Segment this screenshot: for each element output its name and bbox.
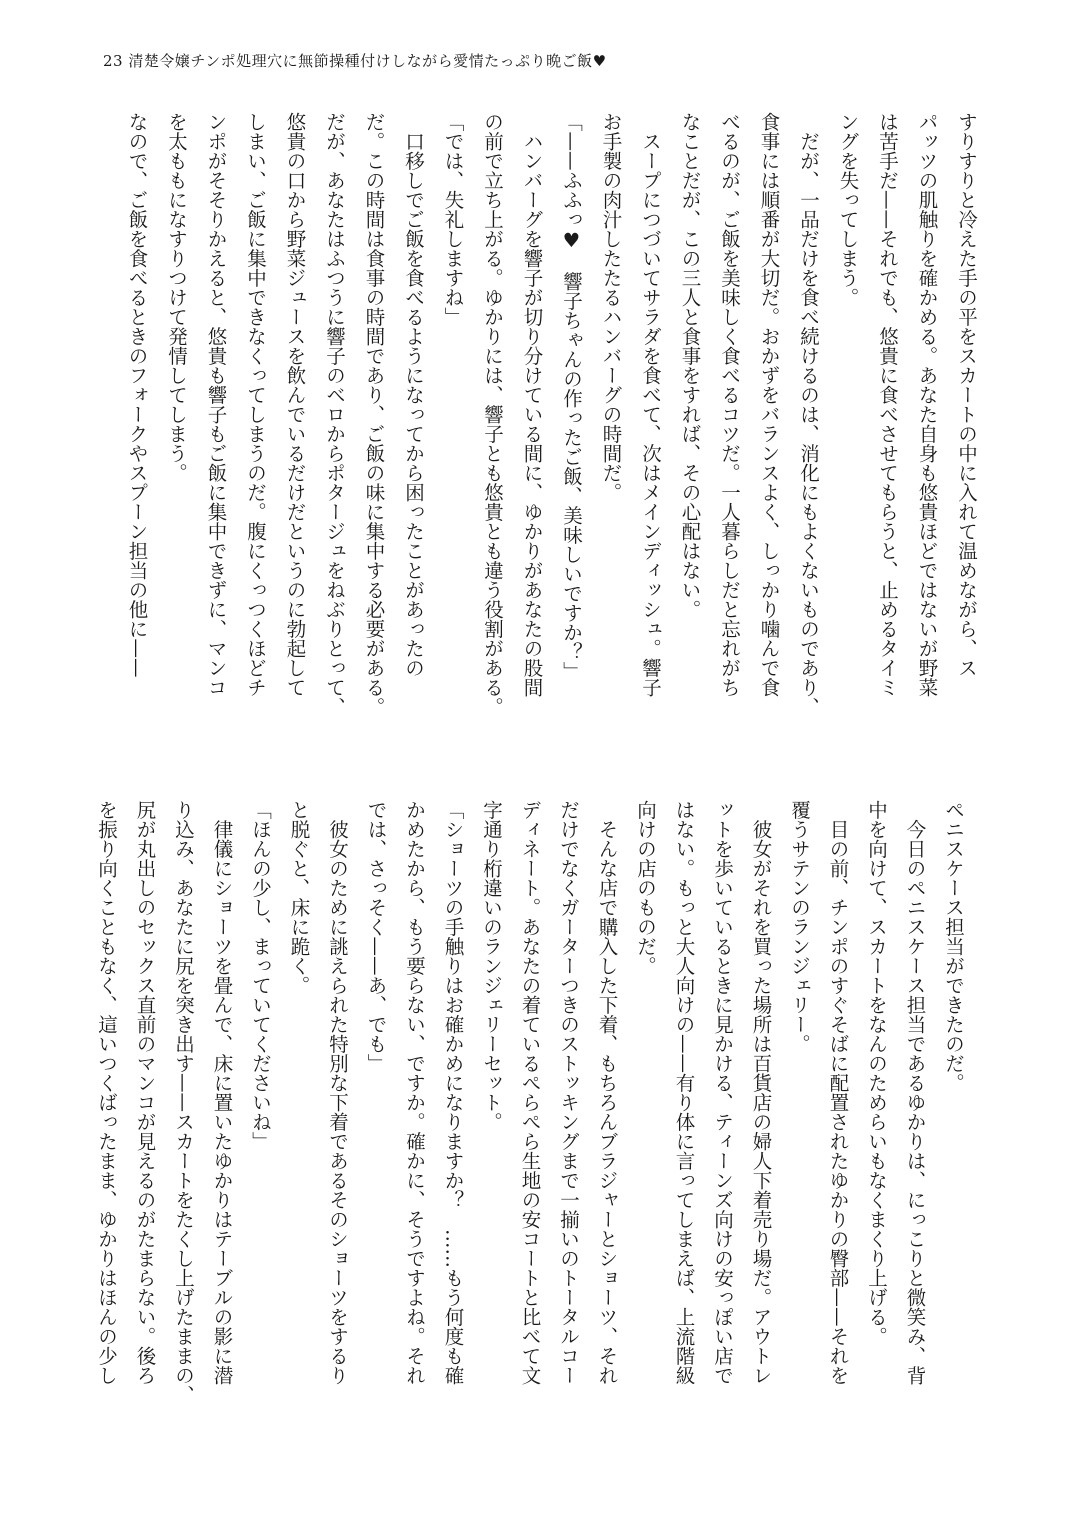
text-line: しまい、ご飯に集中できなくってしまうのだ。腹にくっつくほどチ (244, 112, 267, 697)
text-line: そんな店で購入した下着、もちろんブラジャーとショーツ、それ (595, 800, 619, 1385)
text-line: を太ももになすりつけて発情してしまう。 (165, 112, 188, 483)
text-line: だ。この時間は食事の時間であり、ご飯の味に集中する必要がある。 (362, 112, 386, 717)
text-line: 尻が丸出しのセックス直前のマンコが見えるのがたまらない。後ろ (133, 800, 157, 1385)
text-line: 「では、失礼しますね」 (441, 112, 465, 327)
text-line: ングを失ってしまう。 (836, 112, 860, 307)
text-line: スープにつづいてサラダを食べて、次はメインディッシュ。響子 (639, 112, 662, 697)
text-line: べるのが、ご飯を美味しく食べるコツだ。一人暮らしだと忘れがち (718, 112, 741, 697)
text-line: 悠貴の口から野菜ジュースを飲んでいるだけだというのに勃起して (283, 112, 307, 697)
text-line: り込み、あなたに尻を突き出す——スカートをたくし上げたままの、 (172, 800, 195, 1405)
text-line: 「ショーツの手触りはお確かめになりますか？ ……もう何度も確 (441, 800, 465, 1385)
text-line: 中を向けて、スカートをなんのためらいもなくまくり上げる。 (865, 800, 888, 1346)
text-line: なことだが、この三人と食事をすれば、その心配はない。 (678, 112, 702, 619)
text-block-bottom (87, 800, 973, 1405)
text-line: すりすりと冷えた手の平をスカートの中に入れて温めながら、ス (955, 112, 978, 678)
text-line: 字通り桁違いのランジェリーセット。 (480, 800, 503, 1132)
text-line: では、さっそく——あ、でも」 (364, 800, 388, 1073)
page-number: 23 (103, 52, 124, 70)
text-line: かめたから、もう要らない、ですか。確かに、そうですよね。それ (403, 800, 426, 1385)
text-line: 覆うサテンのランジェリー。 (788, 800, 811, 1054)
text-line: だが、あなたはふつうに響子のベロからポタージュをねぶりとって、 (323, 112, 346, 717)
text-line: ハンバーグを響子が切り分けている間に、ゆかりがあなたの股間 (520, 112, 544, 697)
text-line: 向けの店のものだ。 (634, 800, 657, 976)
text-line: パッツの肌触りを確かめる。あなた自身も悠貴ほどではないが野菜 (915, 112, 939, 697)
text-line: 律儀にショーツを畳んで、床に置いたゆかりはテーブルの影に潜 (210, 800, 234, 1385)
text-line: 目の前、チンポのすぐそばに配置されたゆかりの臀部——それを (826, 800, 850, 1385)
text-line: は苦手だ——それでも、悠貴に食べさせてもらうと、止めるタイミ (876, 112, 899, 697)
text-line: ペニスケース担当ができたのだ。 (942, 800, 965, 1093)
text-line: と脱ぐと、床に跪く。 (287, 800, 311, 995)
text-line: ンポがそそりかえると、悠貴も響子もご飯に集中できずに、マンコ (204, 112, 228, 697)
text-line: 「——ふふっ♥ 響子ちゃんの作ったご飯、美味しいですか？」 (560, 112, 583, 681)
text-line: ディネート。あなたの着ているぺらぺら生地の安コートと比べて文 (518, 800, 542, 1385)
text-line: なので、ご飯を食べるときのフォークやスプーン担当の他に—— (125, 112, 149, 678)
text-line: はない。もっと大人向けの——有り体に言ってしまえば、上流階級 (672, 800, 696, 1385)
text-line: 口移しでご飯を食べるようになってから困ったことがあったの (402, 112, 425, 678)
page-header (103, 50, 607, 71)
text-line: を振り向くこともなく、這いつくばったまま、ゆかりはほんの少し (95, 800, 118, 1385)
text-line: 彼女がそれを買った場所は百貨店の婦人下着売り場だ。アウトレ (749, 800, 773, 1385)
text-line: 今日のペニスケース担当であるゆかりは、にっこりと微笑み、背 (903, 800, 927, 1385)
text-block-top (117, 112, 986, 717)
chapter-title: 清楚令嬢チンポ処理穴に無節操種付けしながら愛情たっぷり晩ご飯♥ (128, 52, 607, 70)
text-line: ットを歩いているときに見かける、ティーンズ向けの安っぽい店で (711, 800, 734, 1385)
text-line: の前で立ち上がる。ゆかりには、響子とも悠貴とも違う役割がある。 (481, 112, 504, 717)
text-line: 食事には順番が大切だ。おかずをバランスよく、しっかり噛んで食 (757, 112, 781, 697)
text-line: 「ほんの少し、まっていてくださいね」 (249, 800, 272, 1151)
text-line: だが、一品だけを食べ続けるのは、消化にもよくないものであり、 (797, 112, 820, 717)
text-line: お手製の肉汁したたるハンバーグの時間だ。 (599, 112, 623, 502)
text-line: だけでなくガーターつきのストッキングまで一揃いのトータルコー (557, 800, 580, 1385)
text-line: 彼女のために誂えられた特別な下着であるそのショーツをするり (326, 800, 349, 1385)
